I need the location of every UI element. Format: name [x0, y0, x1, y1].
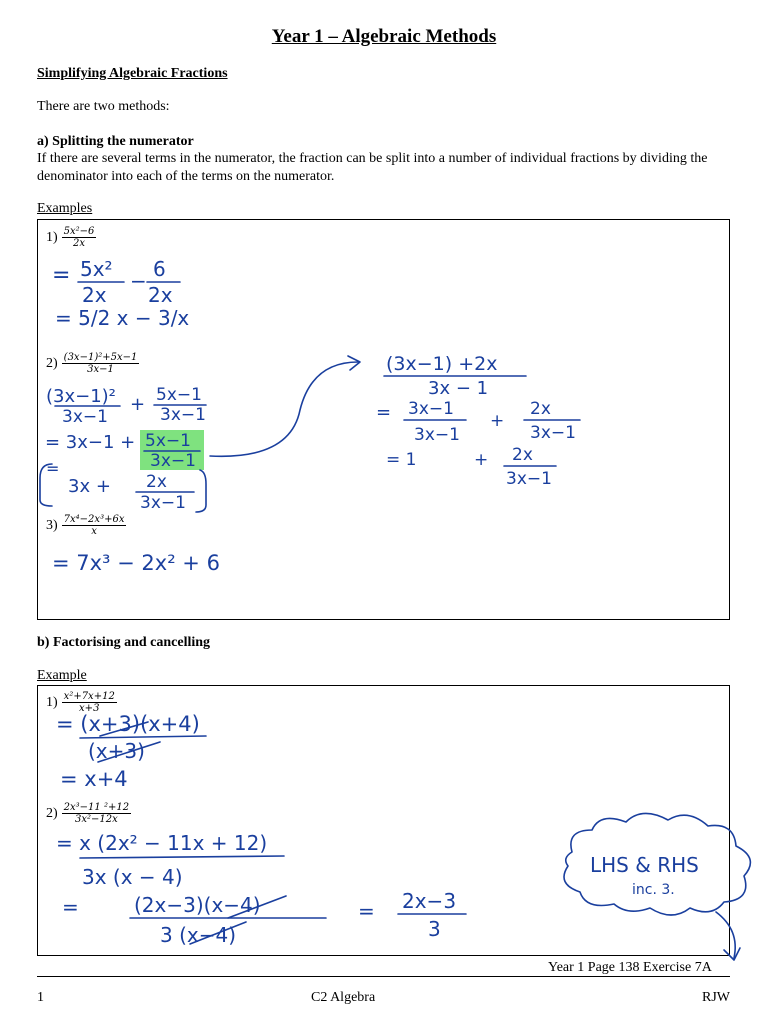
hw-bracket-right	[196, 470, 206, 512]
fraction-denominator: 2x	[73, 238, 86, 249]
hw-plus: +	[474, 450, 489, 470]
hw-a2-l2-num: 5x−1	[145, 431, 191, 451]
hw-arrowhead	[724, 948, 740, 960]
example-a3-number: 3)	[46, 518, 58, 534]
hw-b1-l1: = (x+3)(x+4)	[56, 712, 200, 736]
hw-a2-l1-num2: 5x−1	[156, 385, 202, 405]
hw-a1-den: 2x	[82, 283, 107, 307]
hw-b1-l1-den: (x+3)	[88, 739, 145, 763]
hw-minus: −	[130, 269, 147, 293]
hw-a2-l1-den2: 3x−1	[160, 405, 206, 425]
hw-b2-l1-den: 3x (x − 4)	[82, 865, 183, 889]
hw-equals: =	[358, 899, 375, 923]
hw-a2-side-l2-den2: 3x−1	[530, 423, 576, 443]
hw-plus: +	[490, 411, 505, 431]
fraction-numerator: 7x⁴−2x³+6x	[63, 514, 125, 525]
hw-cloud-sub: inc. 3.	[632, 882, 675, 898]
hw-b2-l2-num: (2x−3)(x−4)	[134, 893, 261, 917]
hw-equals: =	[46, 459, 60, 478]
hw-a1-line2: = 5/2 x − 3/x	[55, 306, 190, 330]
hw-a2-l3-num: 2x	[146, 472, 167, 492]
hw-a2-side-l3-num: 2x	[512, 445, 533, 465]
hw-a2-l1-den: 3x−1	[62, 407, 108, 427]
fraction-denominator: x	[91, 526, 97, 537]
footer-center: C2 Algebra	[311, 990, 376, 1005]
footer-divider	[37, 976, 730, 977]
hw-fraction-bar	[80, 736, 206, 738]
footer-author: RJW	[702, 990, 730, 1005]
hw-b2-l1-num: = x (2x² − 11x + 12)	[56, 831, 268, 855]
hw-a2-side-den: 3x − 1	[428, 378, 489, 399]
example-b2-number: 2)	[46, 806, 58, 822]
example-a2-number: 2)	[46, 356, 58, 372]
intro-text: There are two methods:	[37, 99, 170, 114]
section-heading: Simplifying Algebraic Fractions	[37, 66, 228, 81]
exercise-reference: Year 1 Page 138 Exercise 7A	[548, 960, 712, 975]
hw-a1-num2: 6	[153, 257, 166, 281]
hw-a2-l2-den: 3x−1	[150, 451, 196, 471]
hw-b2-l2-den: 3 (x−4)	[160, 923, 237, 947]
hw-a2-l3-den: 3x−1	[140, 493, 186, 513]
fraction-denominator: x+3	[79, 703, 100, 714]
method-a-heading: a) Splitting the numerator	[37, 134, 194, 149]
fraction-numerator: (3x−1)²+5x−1	[63, 352, 138, 363]
hw-a3-answer: = 7x³ − 2x² + 6	[52, 551, 220, 575]
fraction-denominator: 3x²−12x	[74, 814, 118, 825]
hw-a2-side-num: (3x−1) +2x	[386, 353, 498, 375]
method-a-description: If there are several terms in the numerator, the fraction can be split into a number of individual fractions by dividing the denominator into each of the terms on the numerator.	[37, 151, 708, 184]
hw-arrow	[210, 362, 358, 456]
fraction-denominator: 3x−1	[87, 364, 114, 375]
fraction-numerator: 5x²−6	[63, 226, 95, 237]
hw-cloud-text: LHS & RHS	[590, 853, 699, 877]
hw-a2-l1-num: (3x−1)²	[46, 386, 116, 407]
hw-equals: =	[376, 402, 392, 423]
hw-equals: =	[52, 263, 71, 288]
hw-equals: =	[62, 895, 79, 919]
example-b1-number: 1)	[46, 695, 58, 711]
hw-a2-side-l2-num: 3x−1	[408, 399, 454, 419]
hw-a2-side-l2-den: 3x−1	[414, 425, 460, 445]
hw-a1-den2: 2x	[148, 283, 173, 307]
hw-a2-side-l3: = 1	[386, 450, 417, 470]
fraction-numerator: 2x³−11 ²+12	[63, 802, 130, 813]
hw-fraction-bar	[80, 856, 284, 858]
hw-b1-l2: = x+4	[60, 767, 128, 791]
hw-plus: +	[130, 394, 146, 415]
method-b-heading: b) Factorising and cancelling	[37, 635, 211, 650]
footer-page-number: 1	[37, 990, 44, 1005]
hw-b2-ans-den: 3	[428, 917, 441, 941]
hw-a2-side-l3-den: 3x−1	[506, 469, 552, 489]
hw-b2-ans-num: 2x−3	[402, 889, 457, 913]
hw-a2-l2: = 3x−1 +	[45, 432, 136, 453]
page-title: Year 1 – Algebraic Methods	[271, 26, 497, 47]
examples-label: Examples	[37, 201, 93, 216]
fraction-numerator: x²+7x+12	[63, 691, 115, 702]
hw-a1-num: 5x²	[80, 257, 113, 281]
example-a1-number: 1)	[46, 230, 58, 246]
hw-a2-l3: 3x +	[68, 476, 111, 497]
hw-a2-side-l2-num2: 2x	[530, 399, 551, 419]
example-label: Example	[37, 668, 87, 683]
